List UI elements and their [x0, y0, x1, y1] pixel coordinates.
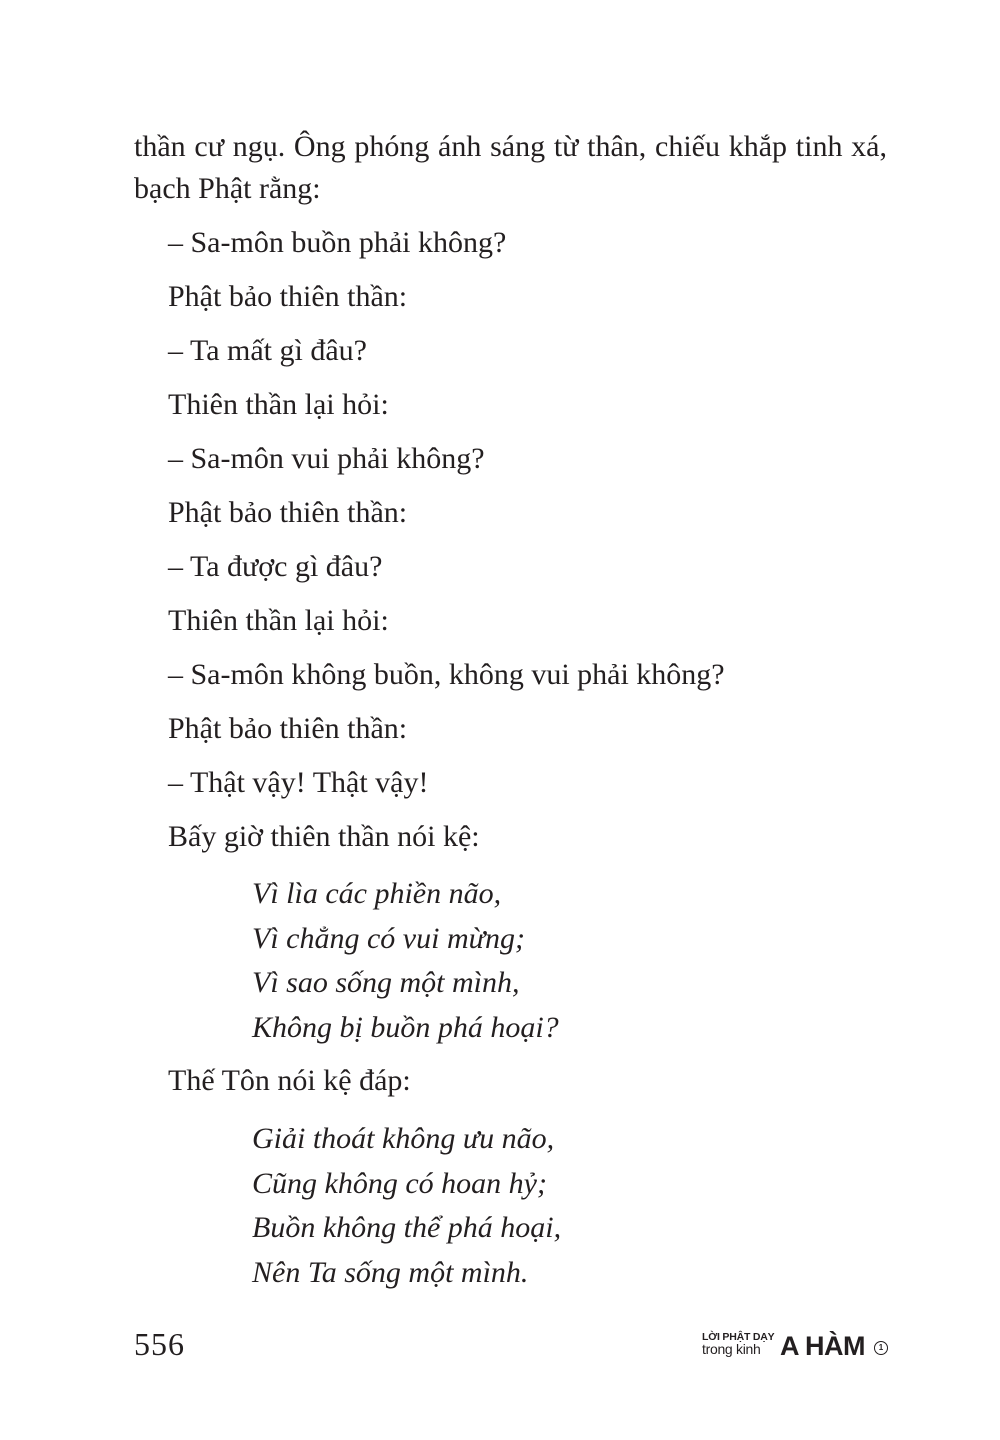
dialogue-line: – Sa-môn không buồn, không vui phải không? [168, 658, 725, 691]
dialogue-line: – Ta mất gì đâu? [168, 334, 367, 367]
verse-line: Vì lìa các phiền não, [252, 877, 502, 910]
verse-line: Không bị buồn phá hoại? [252, 1010, 559, 1044]
series-logo-bottom: trong kinh [702, 1341, 761, 1357]
series-logo-top: LỜI PHẬT DẠY [702, 1331, 775, 1343]
verse-line: Cũng không có hoan hỷ; [252, 1166, 547, 1200]
verse-line: Buồn không thể phá hoại, [252, 1211, 562, 1244]
verse-line: Nên Ta sống một mình. [252, 1255, 529, 1289]
verse-line: Vì sao sống một mình, [252, 966, 520, 999]
narration-line: Thiên thần lại hỏi: [168, 604, 389, 637]
volume-badge: 1 [874, 1341, 888, 1355]
narration-line: Phật bảo thiên thần: [168, 280, 408, 313]
verse-stanza-1 [252, 872, 559, 1050]
series-logo [702, 1331, 892, 1365]
narration-line: Phật bảo thiên thần: [168, 712, 408, 745]
verse-line: Giải thoát không ưu não, [252, 1122, 555, 1155]
narration-line: Bấy giờ thiên thần nói kệ: [168, 820, 480, 853]
dialogue-line: – Sa-môn vui phải không? [168, 442, 485, 475]
page-number: 556 [134, 1326, 185, 1362]
opening-paragraph: thần cư ngụ. Ông phóng ánh sáng từ thân, chiếu khắp tinh xá, bạch Phật rằng: [134, 130, 887, 205]
dialogue-line: – Ta được gì đâu? [168, 550, 383, 583]
dialogue-line: – Sa-môn buồn phải không? [168, 226, 507, 259]
series-logo-main: A HÀM [780, 1331, 865, 1361]
dialogue-line: – Thật vậy! Thật vậy! [168, 766, 429, 799]
verse-stanza-2 [252, 1117, 561, 1295]
verse-line: Vì chẳng có vui mừng; [252, 921, 525, 955]
narration-line: Thiên thần lại hỏi: [168, 388, 389, 421]
narration-line: Thế Tôn nói kệ đáp: [168, 1064, 411, 1097]
narration-line: Phật bảo thiên thần: [168, 496, 408, 529]
